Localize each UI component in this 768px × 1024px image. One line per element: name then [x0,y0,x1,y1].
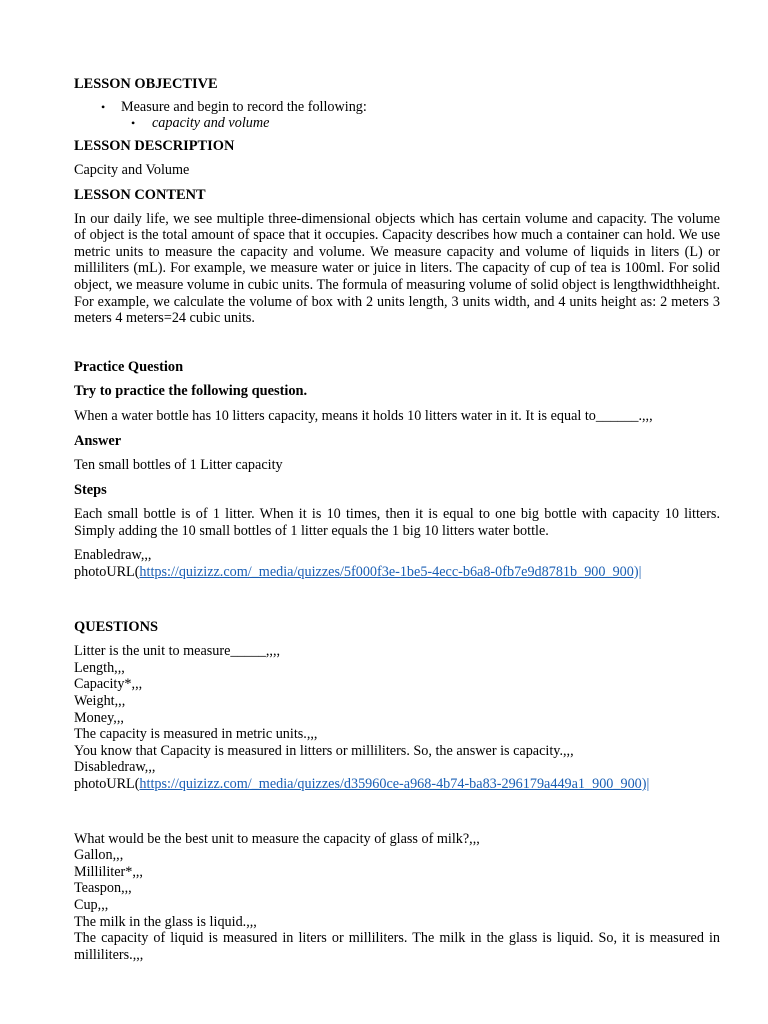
practice-photo-link[interactable]: https://quizizz.com/_media/quizzes/5f000f3e-1be5-4ecc-b6a8-0fb7e9d8781b_900_900)| [139,564,642,581]
question-2-hint: The milk in the glass is liquid.,,, [74,913,257,930]
question-1-option: Length,,, [74,659,125,676]
question-1-line: Litter is the unit to measure_____,,,, [74,643,281,660]
lesson-content-paragraph: In our daily life, we see multiple three-dimensional objects which has certain volume and capacity. The volume of object is the total amount of space that it occupies. Capacity describes how much a container can hold. We use metric units to measure the capacity and volume. We measure capacity and volume of liquids in liters (L) or milliliters (mL). For example, we measure water or juice in liters. The capacity of cup of tea is 100ml. For solid object, we measure volume in cubic units. The formula of measuring volume of solid object is lengthwidthheight. For example, we calculate the volume of box with 2 units length, 3 units width, and 4 units height as: 2 meters 3 meters 4 meters=24 cubic units. [74,210,720,327]
lesson-description-text: Capcity and Volume [74,162,190,179]
question-1-option: Weight,,, [74,693,126,710]
answer-text: Ten small bottles of 1 Litter capacity [74,457,283,474]
steps-text: Each small bottle is of 1 litter. When it is 10 times, then it is equal to one big bottle with capacity 10 litters. Simply adding the 10 small bottles of 1 litter equals the 1 big 10 litters water bottle. [74,506,720,539]
lesson-content-heading: LESSON CONTENT [74,186,206,203]
photo-url-prefix: photoURL( [74,564,140,581]
answer-heading: Answer [74,432,122,449]
question-2-option: Teaspon,,, [74,880,132,897]
objective-list [74,99,720,132]
objective-bullet: • Measure and begin to record the following: [74,99,720,116]
question-1-hint: The capacity is measured in metric units.,,, [74,726,318,743]
practice-subheading: Try to practice the following question. [74,383,308,400]
objective-sub-bullet: • capacity and volume [74,115,720,132]
question-2-option: Milliliter*,,, [74,863,143,880]
questions-heading: QUESTIONS [74,618,158,635]
question-1-option: Money,,, [74,709,124,726]
question-2-explanation: The capacity of liquid is measured in liters or milliliters. The milk in the glass is liquid. So, it is measured in milliliters.,,, [74,930,720,963]
enable-draw-line: Enabledraw,,, [74,547,152,564]
question-1-explanation: You know that Capacity is measured in litters or milliliters. So, the answer is capacity.,,, [74,742,574,759]
question-1 [74,643,720,792]
question-2-option: Gallon,,, [74,847,124,864]
practice-question-text: When a water bottle has 10 litters capacity, means it holds 10 litters water in it. It is equal to______.,,, [74,407,653,424]
question-1-option: Capacity*,,, [74,676,143,693]
document-page [74,76,720,963]
practice-photo-line [74,564,720,581]
steps-heading: Steps [74,481,107,498]
question-2 [74,831,720,964]
question-1-photo-link[interactable]: https://quizizz.com/_media/quizzes/d35960ce-a968-4b74-ba83-296179a449a1_900_900)| [139,776,650,792]
question-2-option: Cup,,, [74,896,109,913]
lesson-description-heading: LESSON DESCRIPTION [74,137,235,154]
question-1-photo-line [74,776,720,793]
question-2-line: What would be the best unit to measure the capacity of glass of milk?,,, [74,830,480,847]
question-1-draw-setting: Disabledraw,,, [74,759,156,776]
photo-url-prefix: photoURL( [74,776,140,792]
lesson-objective-heading: LESSON OBJECTIVE [74,76,218,92]
practice-question-heading: Practice Question [74,358,184,375]
